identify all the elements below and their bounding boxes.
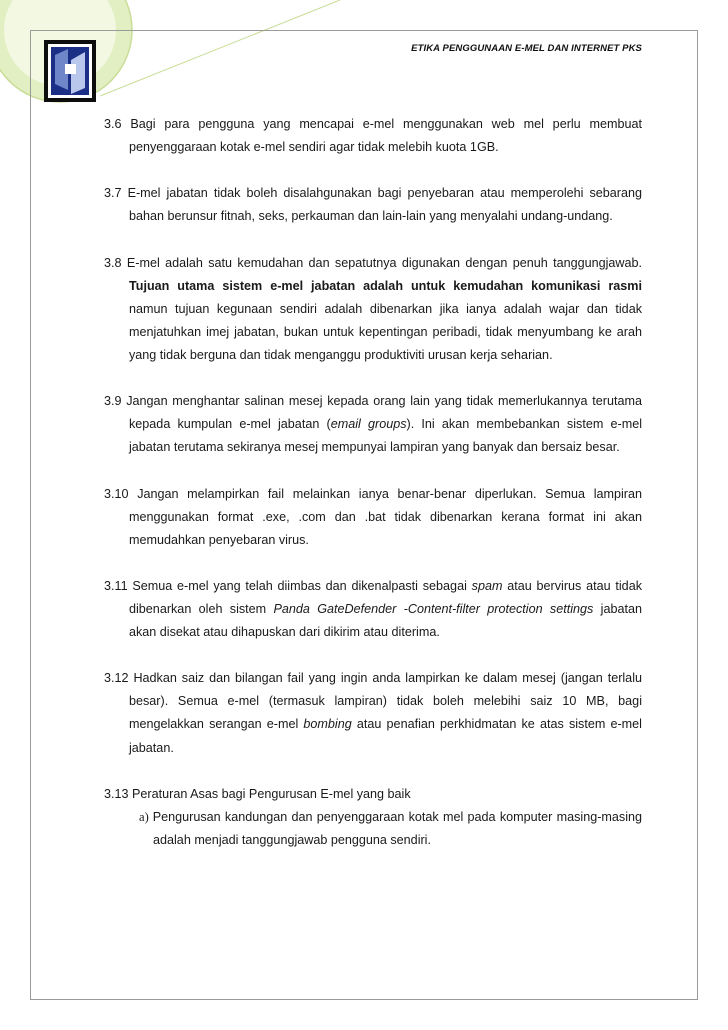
- paragraph-text-segment: Jangan menghantar salinan mesej kepada orang lain yang tidak memerlukannya terutama kepada kumpulan e-mel jabatan (: [126, 394, 642, 432]
- paragraph-text-segment: namun tujuan kegunaan sendiri adalah dibenarkan jika ianya adalah wajar dan tidak menjatuhkan imej jabatan, bukan untuk kepentingan peribadi, tidak menyumbang ke arah yang tidak berguna dan tidak menganggu produktiviti urusan kerja seharian.: [129, 301, 642, 362]
- paragraph-text-segment: E-mel adalah satu kemudahan dan sepatutnya digunakan dengan penuh tanggungjawab.: [126, 255, 642, 270]
- paragraph-number: 3.11: [104, 578, 133, 593]
- paragraph-text-segment: Panda GateDefender -Content-filter protection settings: [273, 601, 594, 616]
- paragraph-3-7: [104, 182, 642, 228]
- paragraph-gap: [104, 228, 642, 251]
- paragraph-3-10: [104, 483, 642, 552]
- paragraph-3-13: [104, 783, 642, 806]
- paragraph-3-12: [104, 667, 642, 759]
- sub-item-letter: a): [139, 809, 153, 824]
- document-body: [104, 113, 642, 852]
- sub-item: [104, 806, 642, 852]
- paragraph-text-segment: spam: [471, 578, 503, 593]
- paragraph-number: 3.10: [104, 486, 138, 501]
- paragraph-number: 3.6: [104, 117, 131, 131]
- paragraph-text-segment: Bagi para pengguna yang mencapai e-mel menggunakan web mel perlu membuat penyenggaraan kotak e-mel sendiri agar tidak melebih kuota 1GB.: [129, 117, 642, 155]
- paragraph-text-segment: atau bervirus atau tidak dibenarkan oleh sistem: [129, 578, 642, 616]
- document-header-title: ETIKA PENGGUNAAN E-MEL DAN INTERNET PKS: [411, 43, 642, 54]
- paragraph-text-segment: E-mel jabatan tidak boleh disalahgunakan bagi penyebaran atau memperolehi sebarang bahan berunsur fitnah, seks, perkauman dan lain-lain yang menyalahi undang-undang.: [127, 186, 642, 224]
- paragraph-text-segment: bombing: [303, 717, 352, 732]
- department-logo: [44, 40, 96, 102]
- paragraph-gap: [104, 159, 642, 182]
- paragraph-3-9: [104, 390, 642, 459]
- paragraph-number: 3.8: [104, 255, 127, 270]
- paragraph-3-8: [104, 252, 642, 367]
- paragraph-number: 3.13: [104, 786, 133, 801]
- paragraph-number: 3.7: [104, 186, 128, 201]
- paragraph-text-segment: Peraturan Asas bagi Pengurusan E-mel yang baik: [132, 786, 411, 801]
- sub-item-text: Pengurusan kandungan dan penyenggaraan kotak mel pada komputer masing-masing adalah menjadi tanggungjawab pengguna sendiri.: [152, 809, 642, 847]
- paragraph-3-6: [104, 113, 642, 159]
- paragraph-text-segment: Tujuan utama sistem e-mel jabatan adalah untuk kemudahan komunikasi rasmi: [129, 278, 642, 293]
- paragraph-text-segment: Jangan melampirkan fail melainkan ianya benar-benar diperlukan. Semua lampiran menggunakan format .exe, .com dan .bat tidak dibenarkan kerana format ini akan memudahkan penyebaran virus.: [129, 486, 642, 547]
- paragraph-3-11: [104, 575, 642, 644]
- paragraph-gap: [104, 367, 642, 390]
- paragraph-gap: [104, 552, 642, 575]
- paragraph-text-segment: Hadkan saiz dan bilangan fail yang ingin anda lampirkan ke dalam mesej (jangan terlalu besar). Semua e-mel (termasuk lampiran) tidak boleh melebihi saiz 10 MB, bagi mengelakkan serangan e-mel: [129, 671, 642, 732]
- paragraph-number: 3.9: [104, 394, 127, 409]
- paragraph-gap: [104, 644, 642, 667]
- paragraph-text-segment: ). Ini akan membebankan sistem e-mel jabatan terutama sekiranya mesej mempunyai lampiran yang banyak dan bersaiz besar.: [129, 417, 643, 455]
- paragraph-text-segment: jabatan akan disekat atau dihapuskan dari dikirim atau diterima.: [129, 601, 642, 640]
- paragraph-text-segment: atau penafian perkhidmatan ke atas sistem e-mel jabatan.: [129, 717, 642, 755]
- paragraph-text-segment: email groups: [330, 417, 407, 432]
- paragraph-gap: [104, 459, 642, 482]
- paragraph-number: 3.12: [104, 671, 134, 686]
- paragraph-gap: [104, 760, 642, 783]
- paragraph-text-segment: Semua e-mel yang telah diimbas dan dikenalpasti sebagai: [132, 578, 472, 593]
